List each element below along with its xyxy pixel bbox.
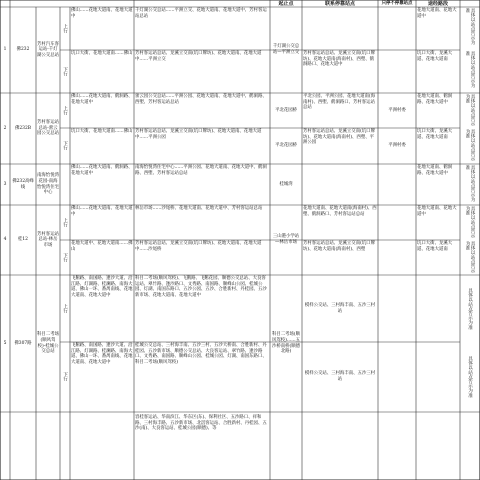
route-terminus: 南海怡悦湾花园-南海怡悦湾住宅中心 bbox=[37, 173, 59, 196]
route-via: 模样公交站、三村海丰南、五沙三村站 bbox=[304, 371, 376, 382]
route-transfer: 花地大道南、花地大道南(海南村)、西塱、鹤洞路口、芳村客运站总站 bbox=[303, 206, 377, 217]
route-via: 花地大道南、鹤洞路、花地大道中 bbox=[417, 165, 453, 176]
route-stops: 桂城公交总站、三村海丰南、五沙三村、五沙大桥南、合胜新村、丹桂园、五沙新市场、顺德公交总站、大良客运站、翠竹路、逢沙路口、文秀路、南国路、顺峰山公园、桂城公园、灯湖、南国东路口、科目二考场(顺风驾校) bbox=[135, 343, 267, 365]
header-start: 起止点 bbox=[278, 1, 294, 7]
route-road: 飞鹅路、南国路、逢沙大道、沿江路、灯湖路、桂澜路、南海大道、佛山一环、番禺南线、花地大道南、花地大道中 bbox=[71, 276, 133, 298]
route-start: 三山港小学站—林岳市场 bbox=[272, 234, 300, 245]
route-terminus: 芳村客运站总站-蕾云园公交总站 bbox=[37, 120, 59, 137]
route-start: 平北花园桥 bbox=[275, 143, 297, 149]
direction-label: 上行 bbox=[62, 217, 68, 228]
route-stops: 南海怡悦湾住宅中心……平洲公园、花地大道南、花地大道中、鹤洞路、西塱、芳村客运站总站 bbox=[135, 165, 267, 176]
header-via-road: 途经路段 bbox=[427, 1, 448, 7]
route-transfer: 科目二考场(顺风驾校)……五沙桥南桥(顺德北路) bbox=[271, 332, 301, 355]
route-note: 具体以站点告示为准 bbox=[465, 241, 475, 274]
direction-label: 下行 bbox=[62, 252, 68, 263]
route-index: 2 bbox=[3, 125, 7, 131]
route-start: 桂城湾 bbox=[279, 181, 293, 187]
route-stops: 容桂客运站、华南滨江、华东区(东)、保利社区、五沙路口、祥和路、三村海丰路、五沙新市场、北滘客运站、合胜新村、丹桂园、五沙(南)、大良客运站、桂城公园(顺德)、等 bbox=[135, 415, 267, 432]
route-transfer: 芳村客运站总站、龙溪立交南(坑口牌坊)、花地大道南(海南村)、西塱、平洲公园 bbox=[303, 129, 375, 146]
route-stops: 千灯湖公交总站……平洲立交、花地大道南、花地大道中、芳村客运站总站 bbox=[135, 8, 267, 19]
direction-label: 下行 bbox=[62, 372, 68, 382]
route-stops: 蕾云园公交总站……平洲公园、花地大道南、花地大道中、鹤洞路、西塱、芳村客运站总站 bbox=[135, 94, 267, 105]
route-via: 模样公交站、三村海丰南、五沙三村站 bbox=[304, 302, 376, 314]
route-transfer bbox=[302, 7, 378, 50]
route-note: 具体以站点告示为准 bbox=[465, 51, 475, 88]
route-transfer: 平北公园、平洲公园、花地大道南(海南村)、西塱、鹤洞路口、芳村客运站总站 bbox=[303, 94, 375, 111]
route-terminus: 芳村客运站总站-林岳市场 bbox=[37, 231, 59, 248]
route-road: 佛山……花地大道南、鹤洞路、花地大道中 bbox=[71, 94, 133, 105]
route-not-stop: 平洲村委 bbox=[388, 107, 406, 113]
route-road: 花地大道中、花地大道南……佛山 bbox=[71, 241, 133, 252]
route-road: 飞鹅路、南国路、逢沙大道、沿江路、灯湖路、桂澜路、南海大道、佛山一环、番禺南线、花地大道南、花地大道中 bbox=[71, 343, 133, 365]
route-note: 具体以站点告示为准 bbox=[467, 287, 473, 330]
route-via: 坑口大街、龙溪大道、花地大道南 bbox=[417, 51, 453, 62]
route-start: 千灯湖公交总站—平洲立交 bbox=[272, 44, 300, 55]
route-index: 4 bbox=[3, 237, 7, 243]
route-road: 佛山……花地大道南、鹤洞路、花地大道中 bbox=[71, 165, 133, 176]
route-note: 具体以站点告示为准 bbox=[465, 206, 475, 239]
route-note: 具体以站点告示为准 bbox=[465, 129, 475, 162]
direction-label: 下行 bbox=[62, 66, 68, 77]
route-road: 佛山……花地大道南、花地大道中 bbox=[71, 206, 133, 217]
route-name: 佛307路 bbox=[14, 340, 32, 346]
route-name: 佛232B bbox=[15, 125, 31, 131]
header-not-transfer: 只停不停靠站点 bbox=[381, 1, 413, 6]
route-stops: 芳村客运站总站、龙溪立交南(坑口牌坊)、花地大道南、花地大道中……平洲公园 bbox=[135, 129, 262, 140]
route-terminus: 芳村汽车客运站-千灯湖公交总站 bbox=[37, 41, 59, 58]
route-index: 1 bbox=[3, 47, 7, 53]
route-via: 花地大道南、鹤洞路、花地大道中 bbox=[417, 94, 453, 105]
route-index: 3 bbox=[3, 181, 7, 187]
direction-label: 上行 bbox=[62, 105, 68, 116]
route-name: 佛232高峰线 bbox=[12, 178, 34, 190]
route-road: 佛山……花地大道南、花地大道中 bbox=[71, 8, 133, 19]
route-via: 花地大道南、花地大道中 bbox=[417, 206, 457, 217]
route-via: 花地大道南、花地大道中 bbox=[417, 8, 457, 19]
direction-label: 上行 bbox=[62, 303, 68, 314]
route-name: 桂12 bbox=[18, 237, 28, 243]
header-transfer: 联系停靠站点 bbox=[324, 1, 355, 7]
direction-label: 下行 bbox=[62, 141, 68, 151]
route-stops: 芳村客运站总站、龙溪立交南(坑口牌坊)、花地大道南、花地大道中……沙尾桥 bbox=[135, 241, 262, 252]
route-terminus: 科目二考场(顺风驾校)-桂城公交总站 bbox=[37, 332, 59, 355]
route-transfer: 芳村客运站总站、龙溪立交南(坑口牌坊)、花地大道南(海南村)、西塱、鹤洞路口、花地大道中 bbox=[303, 51, 375, 68]
route-not-stop: 平洲村委 bbox=[388, 143, 406, 149]
route-stops: 芳村客运站总站、龙溪立交南(坑口牌坊)、花地大道南、花地大道中……平洲立交 bbox=[135, 51, 262, 62]
route-transfer: 芳村客运站总站、龙溪立交南(坑口牌坊)、花地大道南(海南村)、西塱 bbox=[303, 241, 375, 252]
route-index: 5 bbox=[3, 340, 7, 346]
route-name: 佛232 bbox=[16, 47, 30, 53]
route-via: 坑口大街、龙溪大道、花地大道南 bbox=[417, 241, 453, 252]
route-road: 坑口大街、花地大道南……佛山 bbox=[71, 129, 133, 134]
route-start: 平北花园桥 bbox=[275, 107, 297, 113]
route-not-stop bbox=[378, 7, 416, 50]
route-note: 具体以站点告示为准 bbox=[465, 165, 475, 202]
route-stops: 林岳市场……沙尾桥、花地大道南、花地大道中、芳村客运站总站 bbox=[135, 206, 263, 211]
route-road: 坑口大街、花地大道南……佛山 bbox=[71, 51, 133, 56]
direction-label: 上行 bbox=[62, 23, 68, 34]
route-via: 坑口大街、龙溪大道、花地大道南 bbox=[417, 129, 453, 140]
route-stops: 科目二考场(顺风驾校)、飞鹅路、飞鹅花园、顺德公交总站、大良客运站、翠竹路、逢沙路口、文秀路、南国路、顺峰山公园、桂城公园、灯湖、南国东路口、五沙公园、五沙、合胜新村、丹桂园、五沙新市场、花地大道南、花地大道中 bbox=[135, 276, 267, 298]
route-note: 具体以站点告示为准 bbox=[467, 356, 473, 398]
route-note: 具体以站点告示为准 bbox=[465, 94, 475, 127]
route-note: 具体以站点告示为准 bbox=[465, 8, 475, 45]
